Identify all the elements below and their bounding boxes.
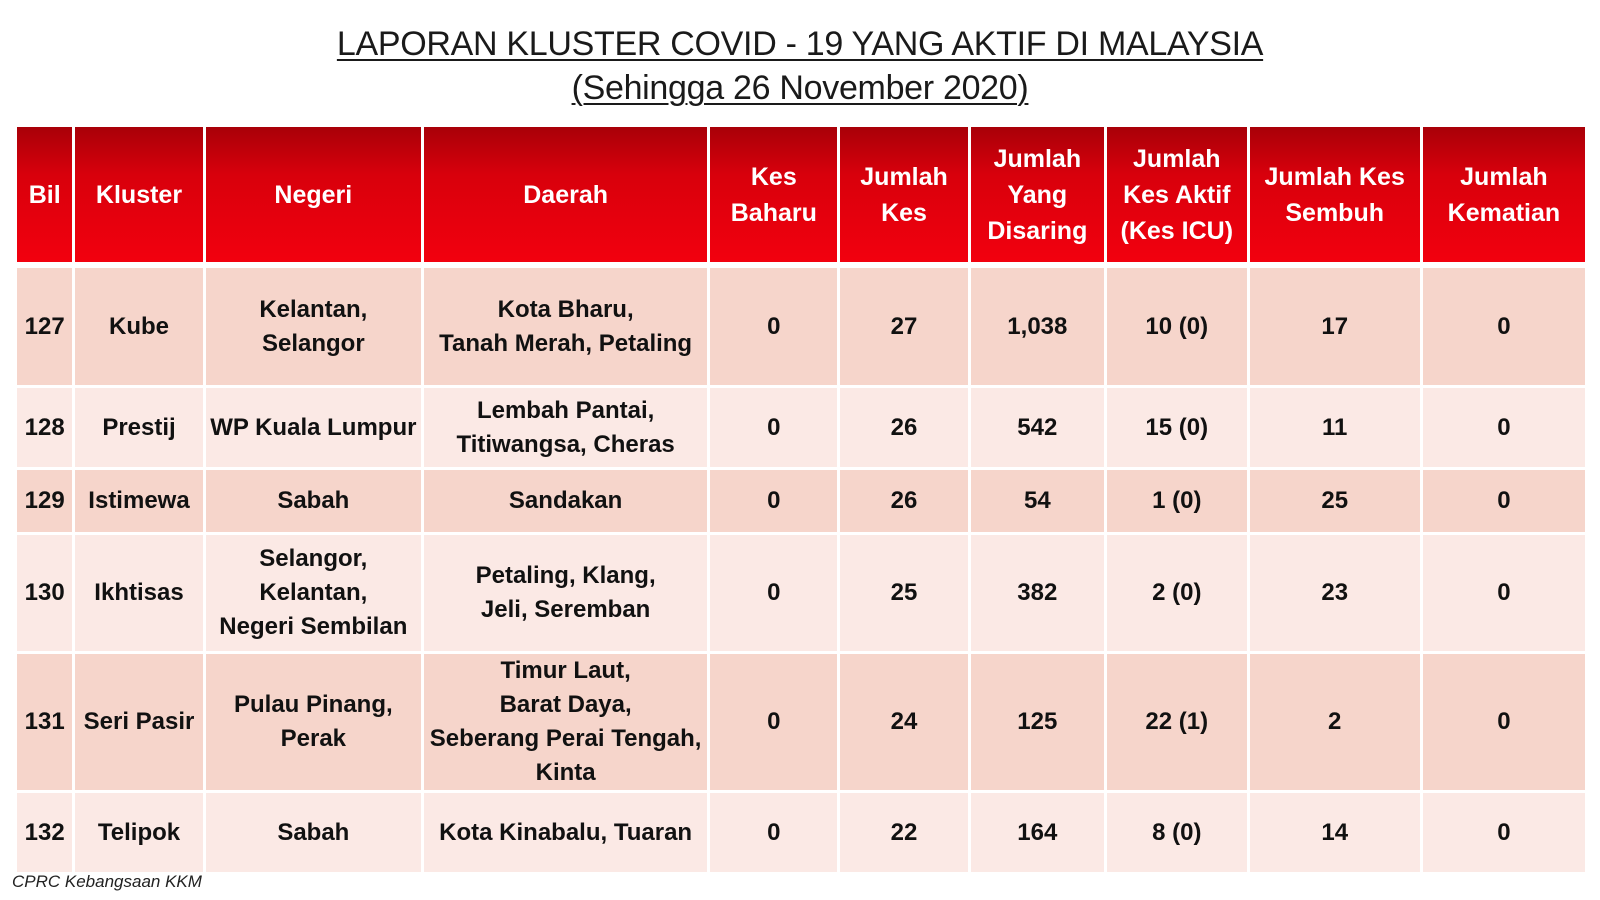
cell-negeri: Sabah: [206, 470, 421, 532]
cell-negeri: Sabah: [206, 793, 421, 872]
cell-jumlah-kes: 25: [840, 535, 967, 651]
report-title-line-1: LAPORAN KLUSTER COVID - 19 YANG AKTIF DI MALAYSIA: [336, 25, 1264, 63]
cell-kes-baharu: 0: [710, 268, 837, 385]
cell-kematian: 0: [1423, 793, 1585, 872]
cell-daerah: Kota Kinabalu, Tuaran: [424, 793, 707, 872]
cell-kluster: Istimewa: [75, 470, 202, 532]
cell-kes-baharu: 0: [710, 793, 837, 872]
report-title: [0, 22, 1600, 110]
table-row: [17, 654, 1585, 790]
cell-bil: 132: [17, 793, 72, 872]
cell-negeri: Selangor, Kelantan, Negeri Sembilan: [206, 535, 421, 651]
cell-kluster: Ikhtisas: [75, 535, 202, 651]
table-row: [17, 388, 1585, 467]
cell-jumlah-disaring: 1,038: [971, 268, 1104, 385]
cell-kluster: Seri Pasir: [75, 654, 202, 790]
table-row: [17, 470, 1585, 532]
cell-bil: 130: [17, 535, 72, 651]
header-kes-baharu: Kes Baharu: [710, 127, 837, 262]
cell-bil: 127: [17, 268, 72, 385]
cell-sembuh: 23: [1250, 535, 1420, 651]
cluster-report-table: [14, 124, 1588, 875]
cell-kematian: 0: [1423, 268, 1585, 385]
cell-kes-aktif: 8 (0): [1107, 793, 1247, 872]
cell-kematian: 0: [1423, 388, 1585, 467]
cell-negeri: WP Kuala Lumpur: [206, 388, 421, 467]
cell-bil: 128: [17, 388, 72, 467]
table-row: [17, 793, 1585, 872]
cell-jumlah-kes: 22: [840, 793, 967, 872]
cell-kes-baharu: 0: [710, 535, 837, 651]
cell-sembuh: 14: [1250, 793, 1420, 872]
report-title-line-2: (Sehingga 26 November 2020): [571, 69, 1029, 107]
cell-kes-aktif: 10 (0): [1107, 268, 1247, 385]
cell-kes-baharu: 0: [710, 470, 837, 532]
cell-jumlah-disaring: 125: [971, 654, 1104, 790]
header-negeri: Negeri: [206, 127, 421, 262]
cell-kematian: 0: [1423, 470, 1585, 532]
cell-daerah: Petaling, Klang, Jeli, Seremban: [424, 535, 707, 651]
cell-kes-aktif: 15 (0): [1107, 388, 1247, 467]
cell-kes-baharu: 0: [710, 388, 837, 467]
cell-kluster: Telipok: [75, 793, 202, 872]
cell-kematian: 0: [1423, 535, 1585, 651]
header-kes-aktif: Jumlah Kes Aktif (Kes ICU): [1107, 127, 1247, 262]
source-footnote: CPRC Kebangsaan KKM: [12, 872, 202, 891]
cell-negeri: Kelantan, Selangor: [206, 268, 421, 385]
header-kluster: Kluster: [75, 127, 202, 262]
cell-bil: 129: [17, 470, 72, 532]
cell-kes-aktif: 22 (1): [1107, 654, 1247, 790]
cell-jumlah-disaring: 382: [971, 535, 1104, 651]
cell-kematian: 0: [1423, 654, 1585, 790]
cell-daerah: Sandakan: [424, 470, 707, 532]
header-daerah: Daerah: [424, 127, 707, 262]
cell-kes-baharu: 0: [710, 654, 837, 790]
header-jumlah-disaring: Jumlah Yang Disaring: [971, 127, 1104, 262]
cell-jumlah-disaring: 164: [971, 793, 1104, 872]
cell-kes-aktif: 1 (0): [1107, 470, 1247, 532]
cell-bil: 131: [17, 654, 72, 790]
cell-sembuh: 25: [1250, 470, 1420, 532]
cell-sembuh: 17: [1250, 268, 1420, 385]
cell-daerah: Timur Laut, Barat Daya, Seberang Perai Tengah, Kinta: [424, 654, 707, 790]
cell-jumlah-kes: 26: [840, 470, 967, 532]
table-row: [17, 535, 1585, 651]
cell-kluster: Prestij: [75, 388, 202, 467]
header-bil: Bil: [17, 127, 72, 262]
cell-kluster: Kube: [75, 268, 202, 385]
cell-jumlah-kes: 27: [840, 268, 967, 385]
cell-negeri: Pulau Pinang, Perak: [206, 654, 421, 790]
header-jumlah-sembuh: Jumlah Kes Sembuh: [1250, 127, 1420, 262]
cell-jumlah-kes: 24: [840, 654, 967, 790]
cell-sembuh: 2: [1250, 654, 1420, 790]
header-jumlah-kematian: Jumlah Kematian: [1423, 127, 1585, 262]
cell-daerah: Kota Bharu, Tanah Merah, Petaling: [424, 268, 707, 385]
table-row: [17, 268, 1585, 385]
cell-kes-aktif: 2 (0): [1107, 535, 1247, 651]
cell-jumlah-disaring: 54: [971, 470, 1104, 532]
cell-sembuh: 11: [1250, 388, 1420, 467]
cell-jumlah-kes: 26: [840, 388, 967, 467]
cell-daerah: Lembah Pantai, Titiwangsa, Cheras: [424, 388, 707, 467]
table-header-row: [17, 127, 1585, 262]
header-jumlah-kes: Jumlah Kes: [840, 127, 967, 262]
cell-jumlah-disaring: 542: [971, 388, 1104, 467]
